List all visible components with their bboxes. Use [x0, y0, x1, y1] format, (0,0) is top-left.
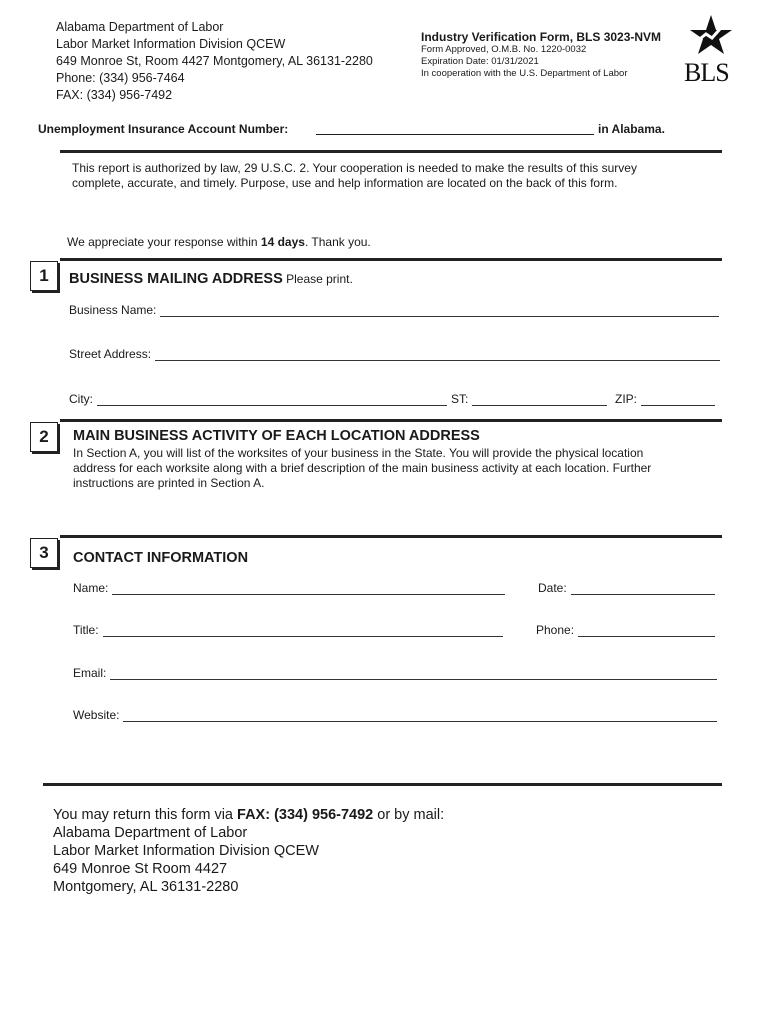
website-label: Website:: [73, 708, 120, 722]
contact-title-field[interactable]: [103, 625, 503, 637]
mail-city: Montgomery, AL 36131-2280: [53, 879, 239, 895]
agency-name: Alabama Department of Labor: [56, 20, 224, 34]
city-field[interactable]: [97, 394, 447, 406]
appreciation-text: [67, 235, 371, 250]
street-address-row: [69, 347, 720, 361]
contact-name-field[interactable]: [112, 583, 505, 595]
section2-text: In Section A, you will list of the worksites of your business in the State. You will provide the physical location address for each worksite along with a brief description of the main business activity at each location. Further instructions are printed in Section A.: [73, 446, 652, 490]
expiration-date: Expiration Date: 01/31/2021: [421, 56, 539, 67]
footer-rule: [43, 783, 722, 786]
division-name: Labor Market Information Division QCEW: [56, 37, 286, 51]
section1-rule: [60, 258, 722, 261]
mail-agency: Alabama Department of Labor: [53, 825, 248, 841]
agency-phone: Phone: (334) 956-7464: [56, 71, 185, 85]
agency-address-block: [56, 19, 373, 104]
phone-label: Phone:: [536, 623, 575, 637]
form-info-block: [421, 30, 661, 80]
street-address: 649 Monroe St, Room 4427 Montgomery, AL 36131-2280: [56, 54, 373, 68]
section3-title: CONTACT INFORMATION: [73, 550, 249, 566]
city-row: [69, 392, 447, 406]
cooperation-note: In cooperation with the U.S. Department of Labor: [421, 68, 628, 79]
street-address-field[interactable]: [155, 349, 720, 361]
contact-name-label: Name:: [73, 581, 109, 595]
section1-number: 1: [30, 261, 58, 291]
divider: [60, 150, 722, 153]
business-name-row: [69, 303, 719, 317]
date-row: [538, 581, 715, 595]
city-label: City:: [69, 392, 93, 406]
ui-account-label: Unemployment Insurance Account Number:: [38, 122, 289, 136]
return-fax: FAX: (334) 956-7492: [237, 807, 374, 823]
appreciation-pre: We appreciate your response within: [67, 235, 261, 249]
appreciation-post: . Thank you.: [304, 235, 371, 249]
email-label: Email:: [73, 666, 107, 680]
state-field[interactable]: [472, 394, 607, 406]
ui-account-field[interactable]: [316, 134, 594, 135]
email-field[interactable]: [110, 668, 717, 680]
section1-note: Please print.: [282, 272, 353, 286]
form-approved: Form Approved, O.M.B. No. 1220-0032: [421, 44, 587, 55]
business-name-label: Business Name:: [69, 303, 157, 317]
ui-account-suffix: in Alabama.: [598, 122, 665, 136]
bls-logo-text: BLS: [684, 58, 729, 87]
section2-rule: [60, 419, 722, 422]
state-row: [451, 392, 607, 406]
phone-field[interactable]: [578, 625, 715, 637]
date-label: Date:: [538, 581, 567, 595]
zip-row: [615, 392, 715, 406]
section1-heading: [69, 270, 353, 288]
street-address-label: Street Address:: [69, 347, 152, 361]
website-field[interactable]: [123, 710, 717, 722]
state-label: ST:: [451, 392, 469, 406]
email-row: [73, 666, 717, 680]
agency-fax: FAX: (334) 956-7492: [56, 88, 173, 102]
section3-rule: [60, 535, 722, 538]
mail-street: 649 Monroe St Room 4427: [53, 861, 228, 877]
mail-division: Labor Market Information Division QCEW: [53, 843, 319, 859]
return-line: [53, 806, 444, 824]
star-icon: [682, 12, 740, 62]
zip-label: ZIP:: [615, 392, 638, 406]
return-post: or by mail:: [373, 807, 445, 823]
section3-number: 3: [30, 538, 58, 568]
section2-title: MAIN BUSINESS ACTIVITY OF EACH LOCATION ADDRESS: [73, 428, 480, 444]
bls-logo: [682, 12, 740, 86]
contact-name-row: [73, 581, 505, 595]
form-title: Industry Verification Form, BLS 3023-NVM: [421, 30, 662, 44]
appreciation-days: 14 days: [260, 235, 305, 249]
section2-number: 2: [30, 422, 58, 452]
zip-field[interactable]: [641, 394, 715, 406]
return-pre: You may return this form via: [53, 807, 238, 823]
contact-title-label: Title:: [73, 623, 99, 637]
phone-row: [536, 623, 715, 637]
authorization-text: This report is authorized by law, 29 U.S.C. 2. Your cooperation is needed to make the results of this survey complete, accurate, and timely. Purpose, use and help information are located on the back of this form.: [72, 161, 637, 190]
website-row: [73, 708, 717, 722]
contact-title-row: [73, 623, 503, 637]
section1-title: BUSINESS MAILING ADDRESS: [69, 271, 283, 287]
return-instructions: [53, 806, 444, 896]
business-name-field[interactable]: [160, 305, 719, 317]
date-field[interactable]: [571, 583, 715, 595]
